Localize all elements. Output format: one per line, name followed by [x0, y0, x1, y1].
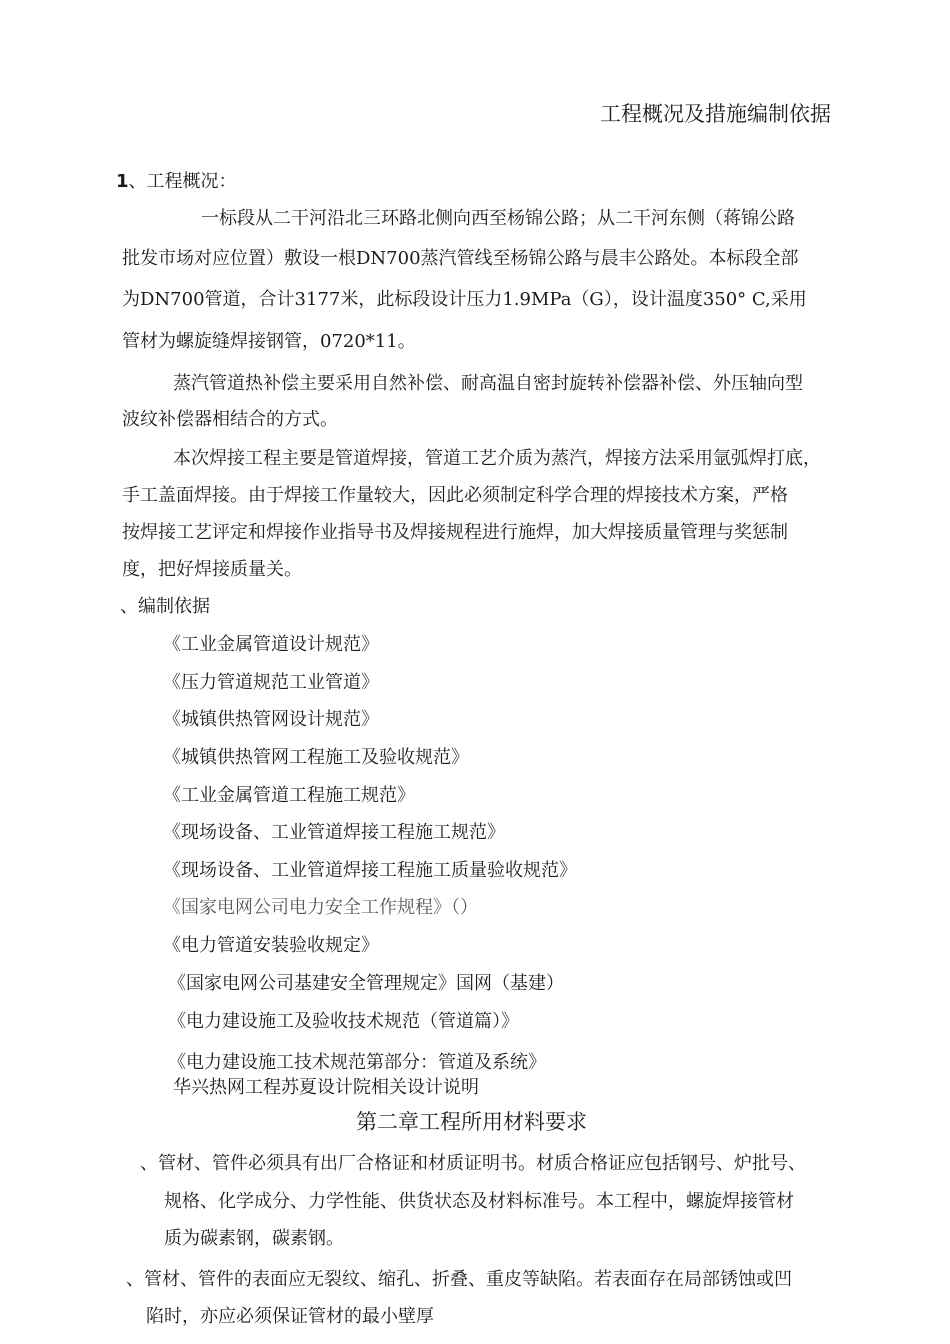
paragraph-line: 度，把好焊接质量关。	[122, 559, 302, 580]
reference-item: 《现场设备、工业管道焊接工程施工规范》	[163, 822, 505, 843]
paragraph-line: 管材为螺旋缝焊接钢管，0720*11。	[122, 331, 416, 352]
paragraph-line: 质为碳素钢，碳素钢。	[164, 1228, 344, 1249]
paragraph-line: 本次焊接工程主要是管道焊接，管道工艺介质为蒸汽，焊接方法采用氩弧焊打底，	[173, 448, 821, 469]
chapter-title: 第二章工程所用材料要求	[356, 1110, 587, 1134]
paragraph-line: 陷时，亦应必须保证管材的最小壁厚	[146, 1306, 434, 1327]
reference-item: 《压力管道规范工业管道》	[163, 672, 379, 693]
paragraph-line: 规格、化学成分、力学性能、供货状态及材料标准号。本工程中，螺旋焊接管材	[164, 1191, 794, 1212]
section-heading-text: 、工程概况：	[128, 171, 237, 192]
reference-item: 《工业金属管道设计规范》	[163, 634, 379, 655]
reference-item: 《电力建设施工及验收技术规范（管道篇）》	[168, 1011, 519, 1032]
page-title: 工程概况及措施编制依据	[600, 102, 831, 126]
section-number: 1	[116, 171, 129, 192]
paragraph-line: 波纹补偿器相结合的方式。	[122, 409, 338, 430]
reference-item: 《电力管道安装验收规定》	[163, 935, 379, 956]
paragraph-line: 手工盖面焊接。由于焊接工作量较大，因此必须制定科学合理的焊接技术方案，严格	[122, 485, 788, 506]
reference-item: 《城镇供热管网工程施工及验收规范》	[163, 747, 469, 768]
paragraph-line: 一标段从二干河沿北三环路北侧向西至杨锦公路；从二干河东侧（蒋锦公路	[201, 208, 795, 229]
paragraph-line: 蒸汽管道热补偿主要采用自然补偿、耐高温自密封旋转补偿器补偿、外压轴向型	[173, 373, 803, 394]
section-heading-overview	[116, 170, 237, 194]
reference-item: 《电力建设施工技术规范第部分：管道及系统》	[168, 1052, 546, 1073]
section-heading-basis: 、编制依据	[120, 596, 210, 617]
paragraph-line: 按焊接工艺评定和焊接作业指导书及焊接规程进行施焊，加大焊接质量管理与奖惩制	[122, 522, 788, 543]
reference-item: 《城镇供热管网设计规范》	[163, 709, 379, 730]
reference-item: 《工业金属管道工程施工规范》	[163, 785, 415, 806]
reference-item: 华兴热网工程苏夏设计院相关设计说明	[173, 1077, 479, 1098]
reference-item: 《国家电网公司基建安全管理规定》国网（基建）	[168, 973, 564, 994]
paragraph-line: 、管材、管件的表面应无裂纹、缩孔、折叠、重皮等缺陷。若表面存在局部锈蚀或凹	[126, 1269, 792, 1290]
reference-item: 《国家电网公司电力安全工作规程》（）	[163, 897, 478, 918]
paragraph-line: 批发市场对应位置）敷设一根DN700蒸汽管线至杨锦公路与晨丰公路处。本标段全部	[122, 248, 799, 269]
reference-item: 《现场设备、工业管道焊接工程施工质量验收规范》	[163, 860, 577, 881]
paragraph-line: 为DN700管道，合计3177米，此标段设计压力1.9MPa（G），设计温度350° C,采用	[122, 289, 807, 310]
paragraph-line: 、管材、管件必须具有出厂合格证和材质证明书。材质合格证应包括钢号、炉批号、	[140, 1153, 806, 1174]
